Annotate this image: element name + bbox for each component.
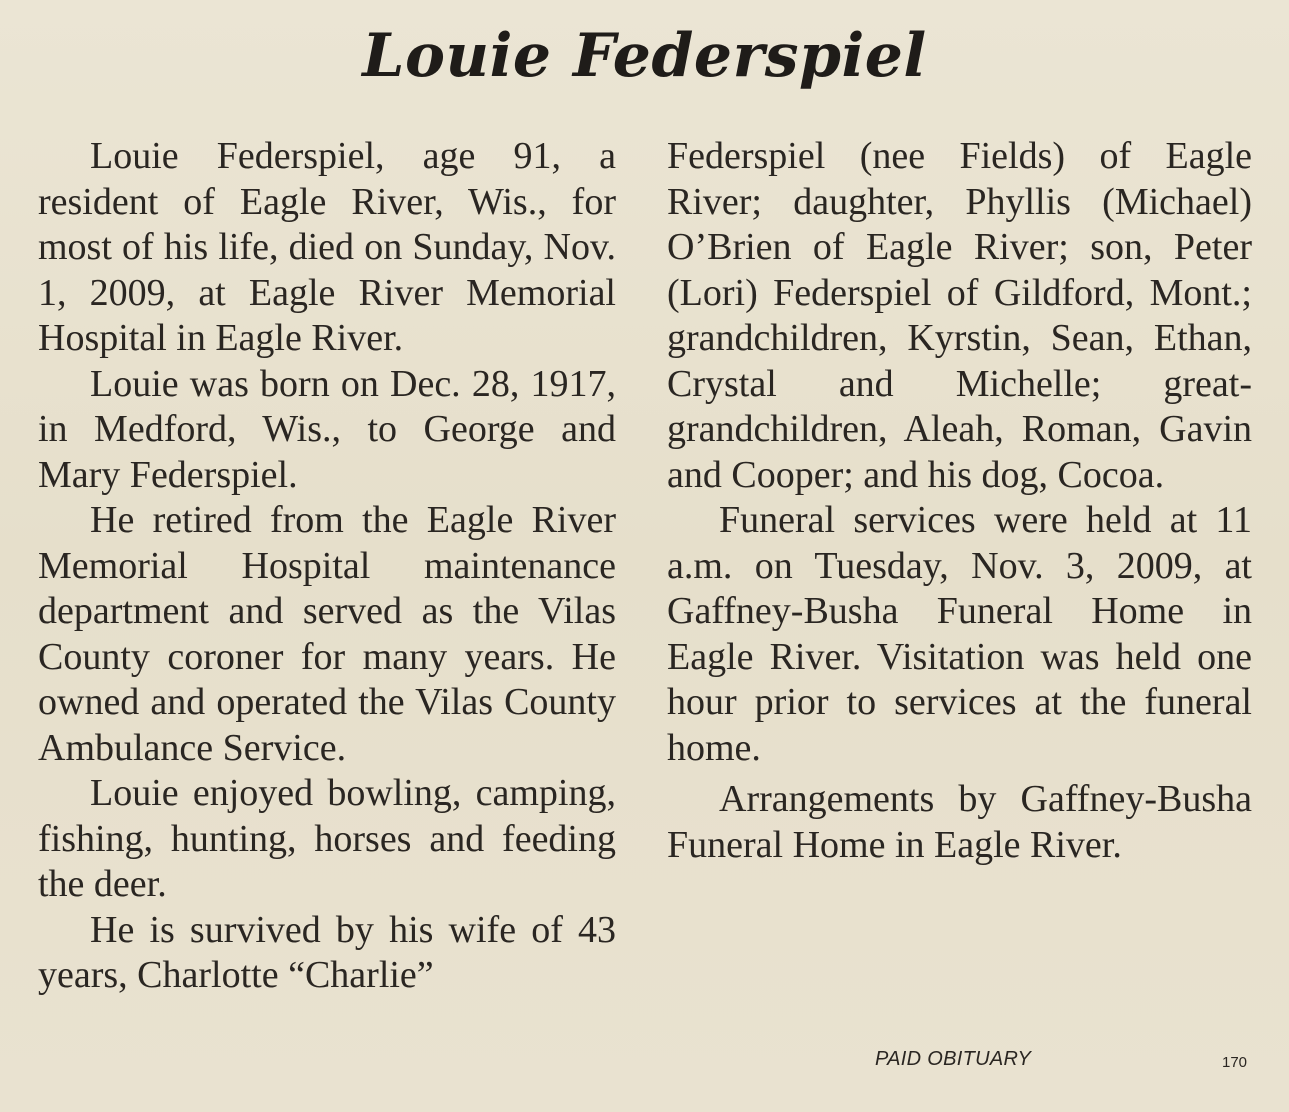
obituary-title: Louie Federspiel <box>362 21 927 91</box>
paragraph-birth: Louie was born on Dec. 28, 1917, in Medford, Wis., to George and Mary Federspiel. <box>38 362 616 496</box>
paid-obituary-label: PAID OBITUARY <box>875 1048 1032 1070</box>
paragraph-hobbies: Louie enjoyed bowling, camping, fishing, hunting, horses and feeding the deer. <box>38 772 616 905</box>
paragraph-services: Funeral services were held at 11 a.m. on Tuesday, Nov. 3, 2009, at Gaffney-Busha Funeral Home in Eagle River. Visitation was held one hour prior to services at the funeral home. <box>667 499 1252 769</box>
paragraph-arrangements: Arrangements by Gaffney-Busha Funeral Home in Eagle River. <box>667 778 1252 866</box>
paragraph-death-notice: Louie Federspiel, age 91, a resident of Eagle River, Wis., for most of his life, died on Sunday, Nov. 1, 2009, at Eagle River Memorial Hospital in Eagle River. <box>38 135 616 359</box>
paragraph-survivors-continued: Federspiel (nee Fields) of Eagle River; daughter, Phyllis (Michael) O’Brien of Eagle River; son, Peter (Lori) Federspiel of Gildford, Mont.; grandchildren, Kyrstin, Sean, Ethan, Crystal and Michelle; great-grandchildren, Aleah, Roman, Gavin and Cooper; and his dog, Cocoa. <box>667 135 1252 496</box>
paragraph-survivors-start: He is survived by his wife of 43 years, Charlotte “Charlie” <box>38 908 616 996</box>
left-column <box>38 134 616 999</box>
page-number: 170 <box>1222 1054 1248 1071</box>
right-column <box>667 134 1252 868</box>
paragraph-career: He retired from the Eagle River Memorial Hospital maintenance department and served as the Vilas County coroner for many years. He owned and operated the Vilas County Ambulance Service. <box>38 499 616 769</box>
